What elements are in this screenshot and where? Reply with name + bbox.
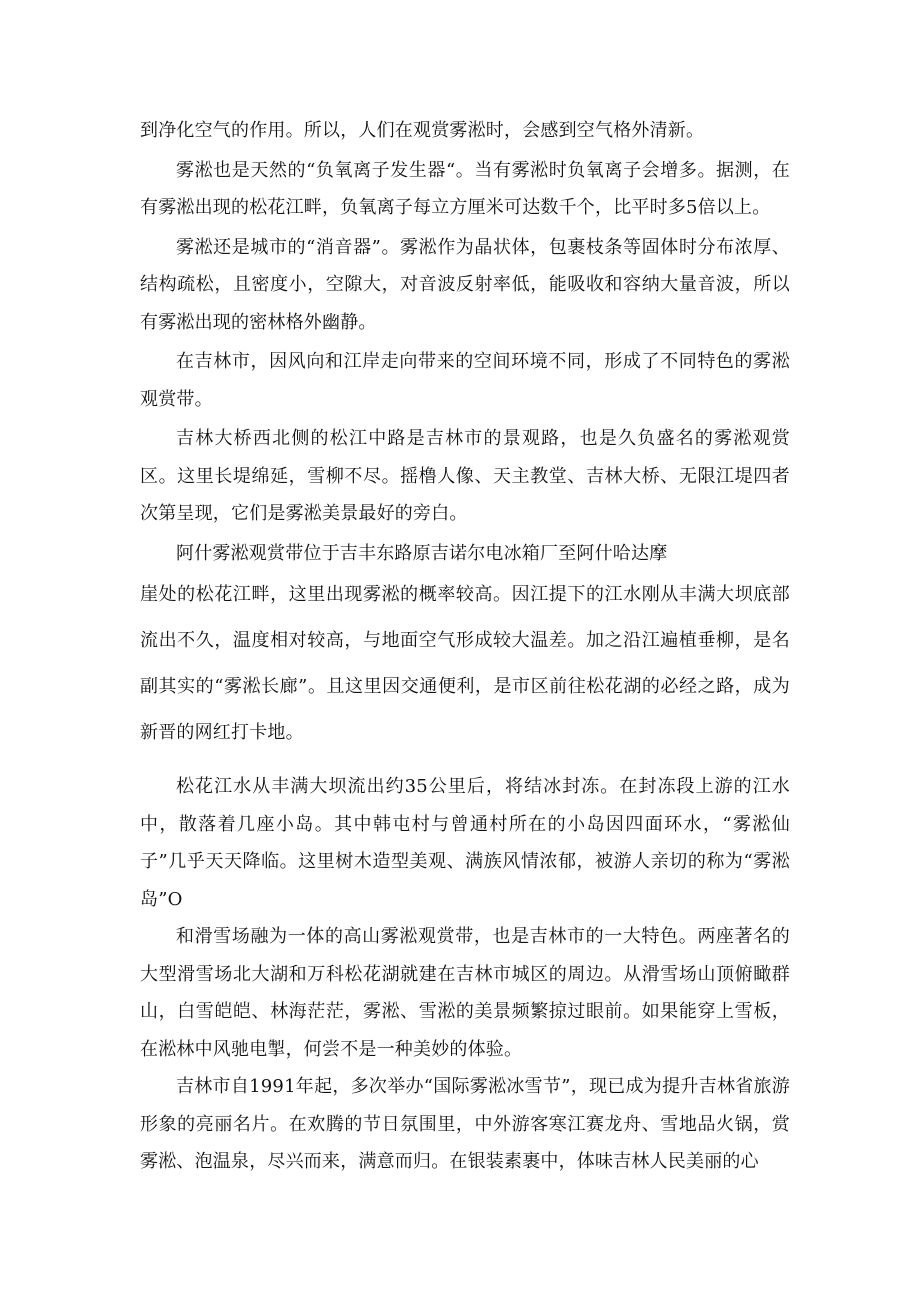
paragraph-1: 到净化空气的作用。所以，人们在观赏雾淞时，会感到空气格外清新。	[140, 120, 705, 141]
paragraph-10: 吉林市自1991年起，多次举办“国际雾淞冰雪节”，现已成为提升吉林省旅游形象的亮丽名片。在欢腾的节日氛围里，中外游客寒江赛龙舟、雪地品火锅，赏雾淞、泡温泉，尽兴而来，满意而归。在银装素裹中，体味吉林人民美丽的心	[140, 1076, 790, 1172]
article-body	[140, 112, 790, 1181]
paragraph-6: 阿什雾淞观赏带位于吉丰东路原吉诺尔电冰箱厂至阿什哈达摩	[176, 542, 668, 564]
paragraph-8: 松花江水从丰满大坝流出约35公里后，将结冰封冻。在封冻段上游的江水中，散落着几座小岛。其中韩屯村与曾通村所在的小岛因四面环水，“雾淞仙子”几乎天天降临。这里树木造型美观、满族风情浓郁，被游人亲切的称为“雾淞岛”O	[140, 776, 790, 910]
paragraph-9: 和滑雪场融为一体的高山雾淞观赏带，也是吉林市的一大特色。两座著名的大型滑雪场北大湖和万科松花湖就建在吉林市城区的周边。从滑雪场山顶俯瞰群山，白雪皑皑、林海茫茫，雾淞、雪淞的美景频繁掠过眼前。如果能穿上雪板，在淞林中风驰电掣，何尝不是一种美妙的体验。	[140, 926, 790, 1060]
paragraph-5: 吉林大桥西北侧的松江中路是吉林市的景观路，也是久负盛名的雾淞观赏区。这里长堤绵延，雪柳不尽。摇橹人像、天主教堂、吉林大桥、无限江堤四者次第呈现，它们是雾淞美景最好的旁白。	[140, 428, 790, 524]
paragraph-4: 在吉林市，因风向和江岸走向带来的空间环境不同，形成了不同特色的雾淞观赏带。	[140, 351, 790, 410]
paragraph-2: 雾淞也是天然的“负氧离子发生器“。当有雾淞时负氧离子会增多。据测，在有雾淞出现的松花江畔，负氧离子每立方厘米可达数千个，比平时多5倍以上。	[140, 159, 790, 218]
paragraph-3: 雾淞还是城市的“消音器”。雾淞作为晶状体，包裹枝条等固体时分布浓厚、结构疏松，且密度小，空隙大，对音波反射率低，能吸收和容纳大量音波，所以有雾淞出现的密林格外幽静。	[140, 236, 790, 333]
paragraph-7: 崖处的松花江畔，这里出现雾淞的概率较高。因江提下的江水刚从丰满大坝底部流出不久，温度相对较高，与地面空气形成较大温差。加之沿江遍植垂柳，是名副其实的“雾淞长廊”。且这里因交通便利，是市区前往松花湖的必经之路，成为新晋的网红打卡地。	[140, 584, 790, 743]
